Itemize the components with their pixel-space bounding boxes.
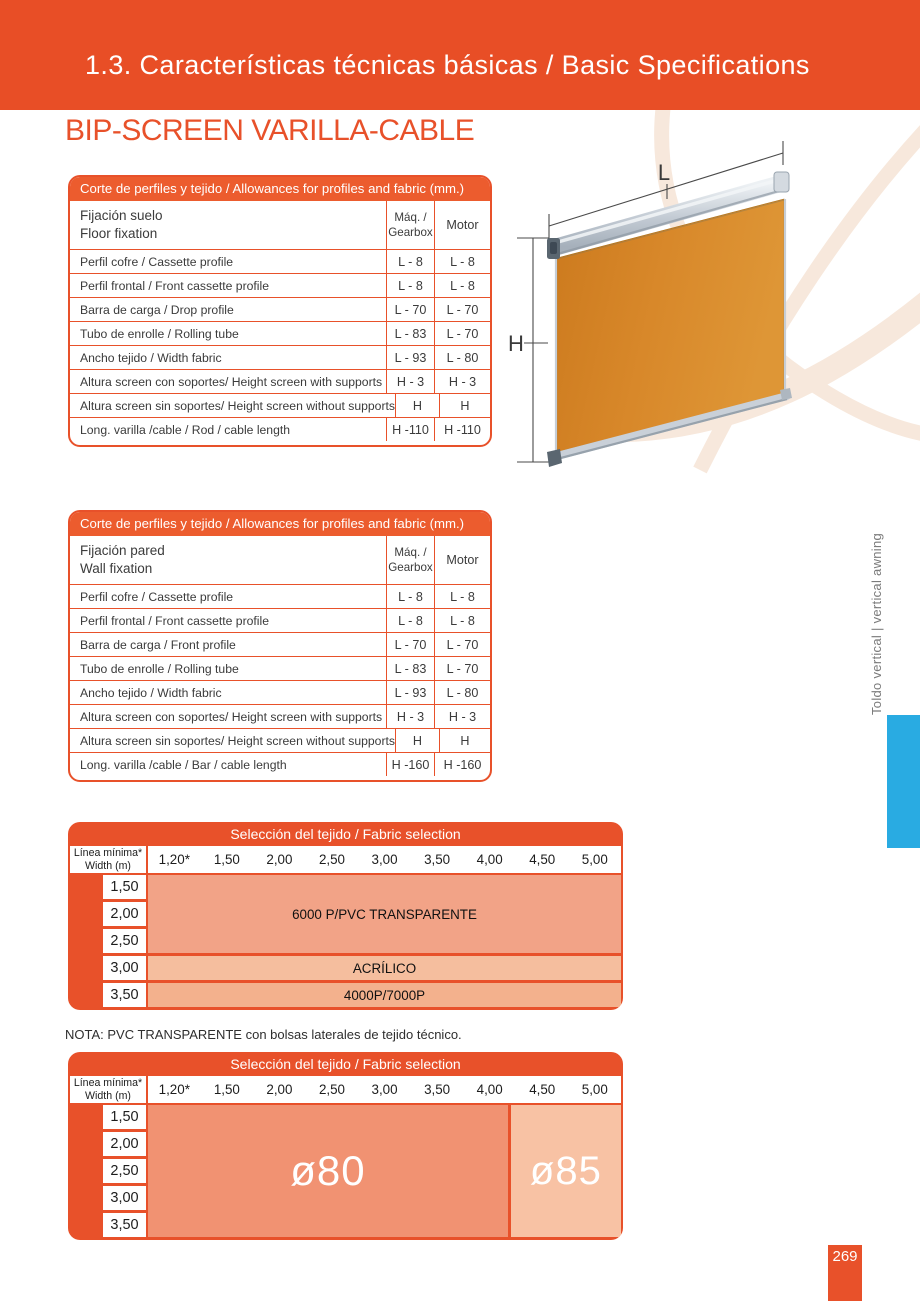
table-row: Long. varilla /cable / Rod / cable length H -110 H -110 [70, 417, 490, 441]
table-row: Altura screen sin soportes/ Height screen without supports H H [70, 393, 490, 417]
table-body [68, 1105, 623, 1237]
fabric-blocks [148, 875, 621, 1007]
table-row: Perfil frontal / Front cassette profile L - 8 L - 8 [70, 273, 490, 297]
table-row: Altura screen sin soportes/ Height screen without supports H H [70, 728, 490, 752]
table-title: Corte de perfiles y tejido / Allowances for profiles and fabric (mm.) [70, 177, 490, 201]
fixation-header: Fijación suelo Floor fixation [80, 207, 163, 241]
note-text: NOTA: PVC TRANSPARENTE con bolsas laterales de tejido técnico. [65, 1027, 462, 1042]
table-title: Selección del tejido / Fabric selection [230, 826, 461, 842]
header-band [0, 0, 920, 110]
width-columns: 1,20* 1,50 2,00 2,50 3,00 3,50 4,00 4,50 5,00 [148, 1076, 621, 1103]
table-row: Long. varilla /cable / Bar / cable length H -160 H -160 [70, 752, 490, 776]
table-row: Barra de carga / Drop profile L - 70 L - 70 [70, 297, 490, 321]
diameter-80-block: ø80 [148, 1105, 508, 1237]
fabric-selection-table-1 [68, 822, 623, 1010]
page-title: BIP-SCREEN VARILLA-CABLE [65, 114, 475, 147]
table-row: Perfil cofre / Cassette profile L - 8 L - 8 [70, 249, 490, 273]
table-title: Corte de perfiles y tejido / Allowances for profiles and fabric (mm.) [70, 512, 490, 536]
page-number: 269 [828, 1245, 862, 1301]
fixation-header: Fijación pared Wall fixation [80, 542, 165, 576]
table-row: Altura screen con soportes/ Height screen with supports H - 3 H - 3 [70, 369, 490, 393]
section-color-tab [887, 715, 920, 848]
table-title: Selección del tejido / Fabric selection [230, 1056, 461, 1072]
column-header-gearbox: Máq. / Gearbox [386, 536, 434, 584]
section-title: 1.3. Características técnicas básicas / Basic Specifications [85, 50, 810, 80]
side-category-label: Toldo vertical | vertical awning [869, 532, 884, 715]
corner-cell: Línea mínima* Width (m) [70, 846, 146, 873]
table-row: Ancho tejido / Width fabric L - 93 L - 80 [70, 345, 490, 369]
table-row: Tubo de enrolle / Rolling tube L - 83 L - 70 [70, 321, 490, 345]
row-labels: 1,50 2,00 2,50 3,00 3,50 [68, 875, 146, 1007]
width-columns: 1,20* 1,50 2,00 2,50 3,00 3,50 4,00 4,50 5,00 [148, 846, 621, 873]
table-row: Perfil cofre / Cassette profile L - 8 L - 8 [70, 584, 490, 608]
diameter-85-block: ø85 [511, 1105, 621, 1237]
corner-cell: Línea mínima* Width (m) [70, 1076, 146, 1103]
width-label: L [657, 160, 671, 185]
column-header-gearbox: Máq. / Gearbox [386, 201, 434, 249]
table-row: Perfil frontal / Front cassette profile L - 8 L - 8 [70, 608, 490, 632]
table-row: Barra de carga / Front profile L - 70 L - 70 [70, 632, 490, 656]
table-row: Altura screen con soportes/ Height screen with supports H - 3 H - 3 [70, 704, 490, 728]
table-body [68, 875, 623, 1007]
table-row: Tubo de enrolle / Rolling tube L - 83 L - 70 [70, 656, 490, 680]
fabric-block-acrilico: ACRÍLICO [148, 956, 621, 980]
column-header-motor: Motor [434, 536, 490, 584]
table-row: Ancho tejido / Width fabric L - 93 L - 80 [70, 680, 490, 704]
product-diagram-svg [505, 140, 820, 480]
column-header-row [68, 1076, 623, 1103]
table-header-row [70, 536, 490, 584]
row-labels: 1,50 2,00 2,50 3,00 3,50 [68, 1105, 146, 1237]
fabric-block-4000p: 4000P/7000P [148, 983, 621, 1007]
fabric-block-6000p: 6000 P/PVC TRANSPARENTE [148, 875, 621, 953]
column-header-row [68, 846, 623, 873]
table-header-row [70, 201, 490, 249]
height-label: H [508, 331, 524, 356]
allowances-table-wall [68, 510, 492, 782]
fabric-selection-table-2 [68, 1052, 623, 1240]
allowances-table-floor [68, 175, 492, 447]
column-header-motor: Motor [434, 201, 490, 249]
tube-diameter-blocks [148, 1105, 621, 1237]
